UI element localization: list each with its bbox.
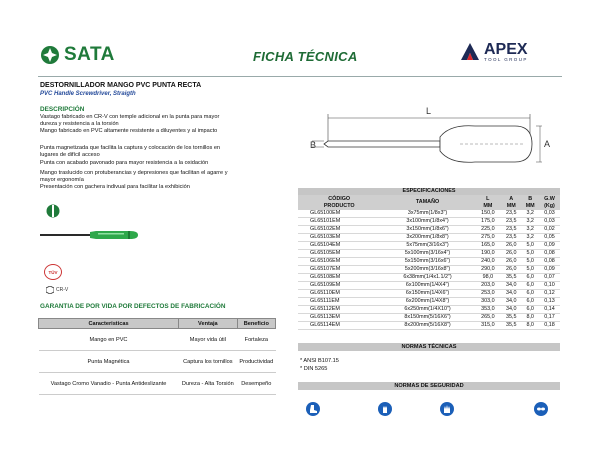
col-header-l: L xyxy=(475,195,501,202)
spec-row xyxy=(298,290,560,298)
spec-cell: 265,0 xyxy=(475,314,501,322)
spec-cell: 6x150mm(1/4X6") xyxy=(380,290,474,298)
apex-logo xyxy=(460,42,528,62)
spec-cell: 0,12 xyxy=(539,290,560,298)
spec-cell: 5x200mm(3/16x8") xyxy=(380,266,474,274)
norma-item: * DIN 5265 xyxy=(300,366,328,372)
seguridad-heading: NORMAS DE SEGURIDAD xyxy=(298,382,560,390)
sata-wordmark: SATA xyxy=(64,44,115,65)
normas-heading: NORMAS TÉCNICAS xyxy=(298,343,560,351)
spec-cell: 6,0 xyxy=(521,274,539,282)
spec-cell: 0,07 xyxy=(539,274,560,282)
table-row xyxy=(39,329,276,351)
spec-code: GL65105EM xyxy=(298,250,380,258)
spec-cell: 3,2 xyxy=(521,234,539,242)
spec-cell: 303,0 xyxy=(475,298,501,306)
spec-row xyxy=(298,306,560,314)
spec-cell: 0,13 xyxy=(539,298,560,306)
spec-cell: 35,5 xyxy=(501,314,521,322)
crv-material-badge xyxy=(46,286,68,294)
description-line: Mango traslucido con protuberancias y depresiones que facilitan el agarre y xyxy=(40,170,228,176)
spec-cell: 3x150mm(1/8x6") xyxy=(380,226,474,234)
eye-protection-icon xyxy=(534,402,548,416)
description-line: Vastago fabricado en CR-V con temple adicional en la punta para mayor xyxy=(40,114,220,120)
col-header: Ventaja xyxy=(179,319,238,329)
description-line: Punta magnetizada que facilita la captura y colocación de los tornillos en xyxy=(40,145,221,151)
spec-row xyxy=(298,234,560,242)
label-a: A xyxy=(544,139,551,149)
spec-row xyxy=(298,258,560,266)
col-header: Caracteristicas xyxy=(39,319,179,329)
table-cell: Punta Magnética xyxy=(39,351,179,373)
description-line: Punta con acabado pavonado para mayor resistencia a la oxidación xyxy=(40,160,209,166)
sata-mark-icon xyxy=(40,45,60,65)
spec-cell: 6,0 xyxy=(521,282,539,290)
spec-cell: 34,0 xyxy=(501,290,521,298)
spec-row xyxy=(298,266,560,274)
spec-code: GL65104EM xyxy=(298,242,380,250)
spec-cell: 6x100mm(1/4X4") xyxy=(380,282,474,290)
spec-cell: 0,03 xyxy=(539,218,560,226)
spec-cell: 150,0 xyxy=(475,210,501,218)
col-header-b: B xyxy=(521,195,539,202)
table-cell: Vastago Cromo Vanadio - Punta Antideslizante xyxy=(39,373,179,395)
spec-code: GL65114EM xyxy=(298,322,380,330)
tuv-label: TÜV xyxy=(48,269,58,275)
spec-cell: 5,0 xyxy=(521,242,539,250)
spec-cell: 26,0 xyxy=(501,250,521,258)
description-heading: DESCRIPCIÓN xyxy=(40,106,85,113)
specifications-table xyxy=(298,188,560,330)
spec-row xyxy=(298,274,560,282)
spec-cell: 0,09 xyxy=(539,242,560,250)
sata-logo xyxy=(40,44,115,66)
col-header-gw: G.W xyxy=(539,195,560,202)
col-unit-l: MM xyxy=(475,203,501,210)
spec-cell: 0,10 xyxy=(539,282,560,290)
table-cell: Desempeño xyxy=(237,373,275,395)
spec-row xyxy=(298,314,560,322)
description-line: Presentación con gachera indivual para facilitar la exhibición xyxy=(40,184,190,190)
spec-cell: 0,03 xyxy=(539,210,560,218)
col-header-tamano: TAMAÑO xyxy=(380,195,474,210)
spec-cell: 35,5 xyxy=(501,322,521,330)
apex-mark-icon xyxy=(460,42,480,62)
spec-cell: 0,02 xyxy=(539,226,560,234)
spec-cell: 240,0 xyxy=(475,258,501,266)
table-cell: Productividad xyxy=(237,351,275,373)
screwdriver-image xyxy=(40,226,140,244)
spec-cell: 5x100mm(3/16x4") xyxy=(380,250,474,258)
table-cell: Mango en PVC xyxy=(39,329,179,351)
table-cell: Fortaleza xyxy=(237,329,275,351)
spec-cell: 175,0 xyxy=(475,218,501,226)
dimension-diagram xyxy=(300,104,560,184)
spec-row xyxy=(298,298,560,306)
spec-cell: 190,0 xyxy=(475,250,501,258)
spec-cell: 5,0 xyxy=(521,266,539,274)
spec-cell: 290,0 xyxy=(475,266,501,274)
spec-cell: 34,0 xyxy=(501,282,521,290)
crv-label: CR-V xyxy=(56,287,69,293)
spec-code: GL65108EM xyxy=(298,274,380,282)
spec-cell: 3x100mm(1/8x4") xyxy=(380,218,474,226)
table-row xyxy=(39,351,276,373)
spec-cell: 6,0 xyxy=(521,306,539,314)
apex-subtitle: TOOL GROUP xyxy=(484,56,528,62)
spec-cell: 275,0 xyxy=(475,234,501,242)
spec-row xyxy=(298,282,560,290)
col-header-codigo: CÓDIGO xyxy=(298,195,380,202)
features-table xyxy=(38,318,276,395)
col-header-a: A xyxy=(501,195,521,202)
spec-cell: 98,0 xyxy=(475,274,501,282)
spec-row xyxy=(298,218,560,226)
spec-cell: 34,0 xyxy=(501,298,521,306)
spec-cell: 0,09 xyxy=(539,266,560,274)
product-subtitle: PVC Handle Screwdriver, Straigth xyxy=(40,91,136,97)
spec-row xyxy=(298,250,560,258)
spec-cell: 0,14 xyxy=(539,306,560,314)
description-line: mayor ergonomía xyxy=(40,177,84,183)
header-divider xyxy=(38,76,562,77)
spec-cell: 8,0 xyxy=(521,314,539,322)
spec-code: GL65111EM xyxy=(298,298,380,306)
spec-row xyxy=(298,242,560,250)
spec-cell: 6,0 xyxy=(521,298,539,306)
shaft-outline xyxy=(324,141,440,147)
spec-cell: 315,0 xyxy=(475,322,501,330)
col-header: Beneficio xyxy=(237,319,275,329)
spec-cell: 26,0 xyxy=(501,258,521,266)
crv-hex-icon xyxy=(46,286,54,294)
label-l: L xyxy=(426,106,432,116)
spec-code: GL65103EM xyxy=(298,234,380,242)
sata-badge-icon xyxy=(46,204,60,218)
table-row xyxy=(39,373,276,395)
tuv-certification-badge xyxy=(44,264,62,280)
spec-cell: 23,5 xyxy=(501,226,521,234)
spec-cell: 6,0 xyxy=(521,290,539,298)
spec-cell: 3x200mm(1/8x8") xyxy=(380,234,474,242)
spec-cell: 34,0 xyxy=(501,306,521,314)
spec-cell: 26,0 xyxy=(501,242,521,250)
norma-item: * ANSI B107.15 xyxy=(300,358,339,364)
spec-cell: 6x250mm(1/4X10") xyxy=(380,306,474,314)
table-cell: Dureza - Alta Torsión xyxy=(179,373,238,395)
col-unit-gw: (Kg) xyxy=(539,203,560,210)
hand-protection-icon xyxy=(440,402,454,416)
spec-cell: 5x150mm(3/16x6") xyxy=(380,258,474,266)
spec-code: GL65112EM xyxy=(298,306,380,314)
spec-cell: 6x200mm(1/4X8") xyxy=(380,298,474,306)
table-cell: Mayor vida útil xyxy=(179,329,238,351)
page-title: FICHA TÉCNICA xyxy=(253,49,358,64)
spec-cell: 203,0 xyxy=(475,282,501,290)
spec-cell: 3,2 xyxy=(521,226,539,234)
spec-row xyxy=(298,322,560,330)
spec-row xyxy=(298,210,560,218)
spec-code: GL65101EM xyxy=(298,218,380,226)
spec-cell: 5,0 xyxy=(521,250,539,258)
spec-cell: 0,08 xyxy=(539,258,560,266)
spec-cell: 26,0 xyxy=(501,266,521,274)
spec-cell: 3x75mm(1/8x3") xyxy=(380,210,474,218)
spec-code: GL65102EM xyxy=(298,226,380,234)
spec-cell: 0,18 xyxy=(539,322,560,330)
gloves-icon xyxy=(378,402,392,416)
spec-code: GL65106EM xyxy=(298,258,380,266)
spec-cell: 253,0 xyxy=(475,290,501,298)
spec-cell: 35,5 xyxy=(501,274,521,282)
spec-cell: 3,2 xyxy=(521,218,539,226)
spec-cell: 0,17 xyxy=(539,314,560,322)
spec-cell: 8x150mm(5/16X6") xyxy=(380,314,474,322)
description-line: Mango fabricado en PVC altamente resistente a diluyentes y al impacto xyxy=(40,128,218,134)
apex-wordmark: APEX xyxy=(484,40,528,58)
spec-code: GL65109EM xyxy=(298,282,380,290)
description-line: lugares de difícil acceso xyxy=(40,152,100,158)
spec-cell: 5x75mm(3/16x3") xyxy=(380,242,474,250)
spec-cell: 23,5 xyxy=(501,234,521,242)
spec-cell: 8x200mm(5/16X8") xyxy=(380,322,474,330)
spec-cell: 353,0 xyxy=(475,306,501,314)
spec-code: GL65110EM xyxy=(298,290,380,298)
specs-heading: ESPECIFICACIONES xyxy=(298,188,560,195)
product-title: DESTORNILLADOR MANGO PVC PUNTA RECTA xyxy=(40,82,202,89)
spec-cell: 5,0 xyxy=(521,258,539,266)
warranty-heading: GARANTIA DE POR VIDA POR DEFECTOS DE FABRICACIÓN xyxy=(40,303,226,310)
spec-row xyxy=(298,226,560,234)
spec-cell: 0,08 xyxy=(539,250,560,258)
label-b: B xyxy=(310,140,317,150)
spec-cell: 0,05 xyxy=(539,234,560,242)
spec-cell: 23,5 xyxy=(501,218,521,226)
table-cell: Captura los tornillos xyxy=(179,351,238,373)
spec-code: GL65100EM xyxy=(298,210,380,218)
col-header-producto: PRODUCTO xyxy=(298,203,380,210)
spec-cell: 165,0 xyxy=(475,242,501,250)
spec-code: GL65113EM xyxy=(298,314,380,322)
spec-cell: 6x38mm(1/4x1.1/2") xyxy=(380,274,474,282)
spec-code: GL65107EM xyxy=(298,266,380,274)
col-unit-b: MM xyxy=(521,203,539,210)
spec-cell: 225,0 xyxy=(475,226,501,234)
spec-cell: 8,0 xyxy=(521,322,539,330)
spec-cell: 3,2 xyxy=(521,210,539,218)
col-unit-a: MM xyxy=(501,203,521,210)
safety-boots-icon xyxy=(306,402,320,416)
description-line: dureza y resistencia a la torsión xyxy=(40,121,119,127)
spec-cell: 23,5 xyxy=(501,210,521,218)
